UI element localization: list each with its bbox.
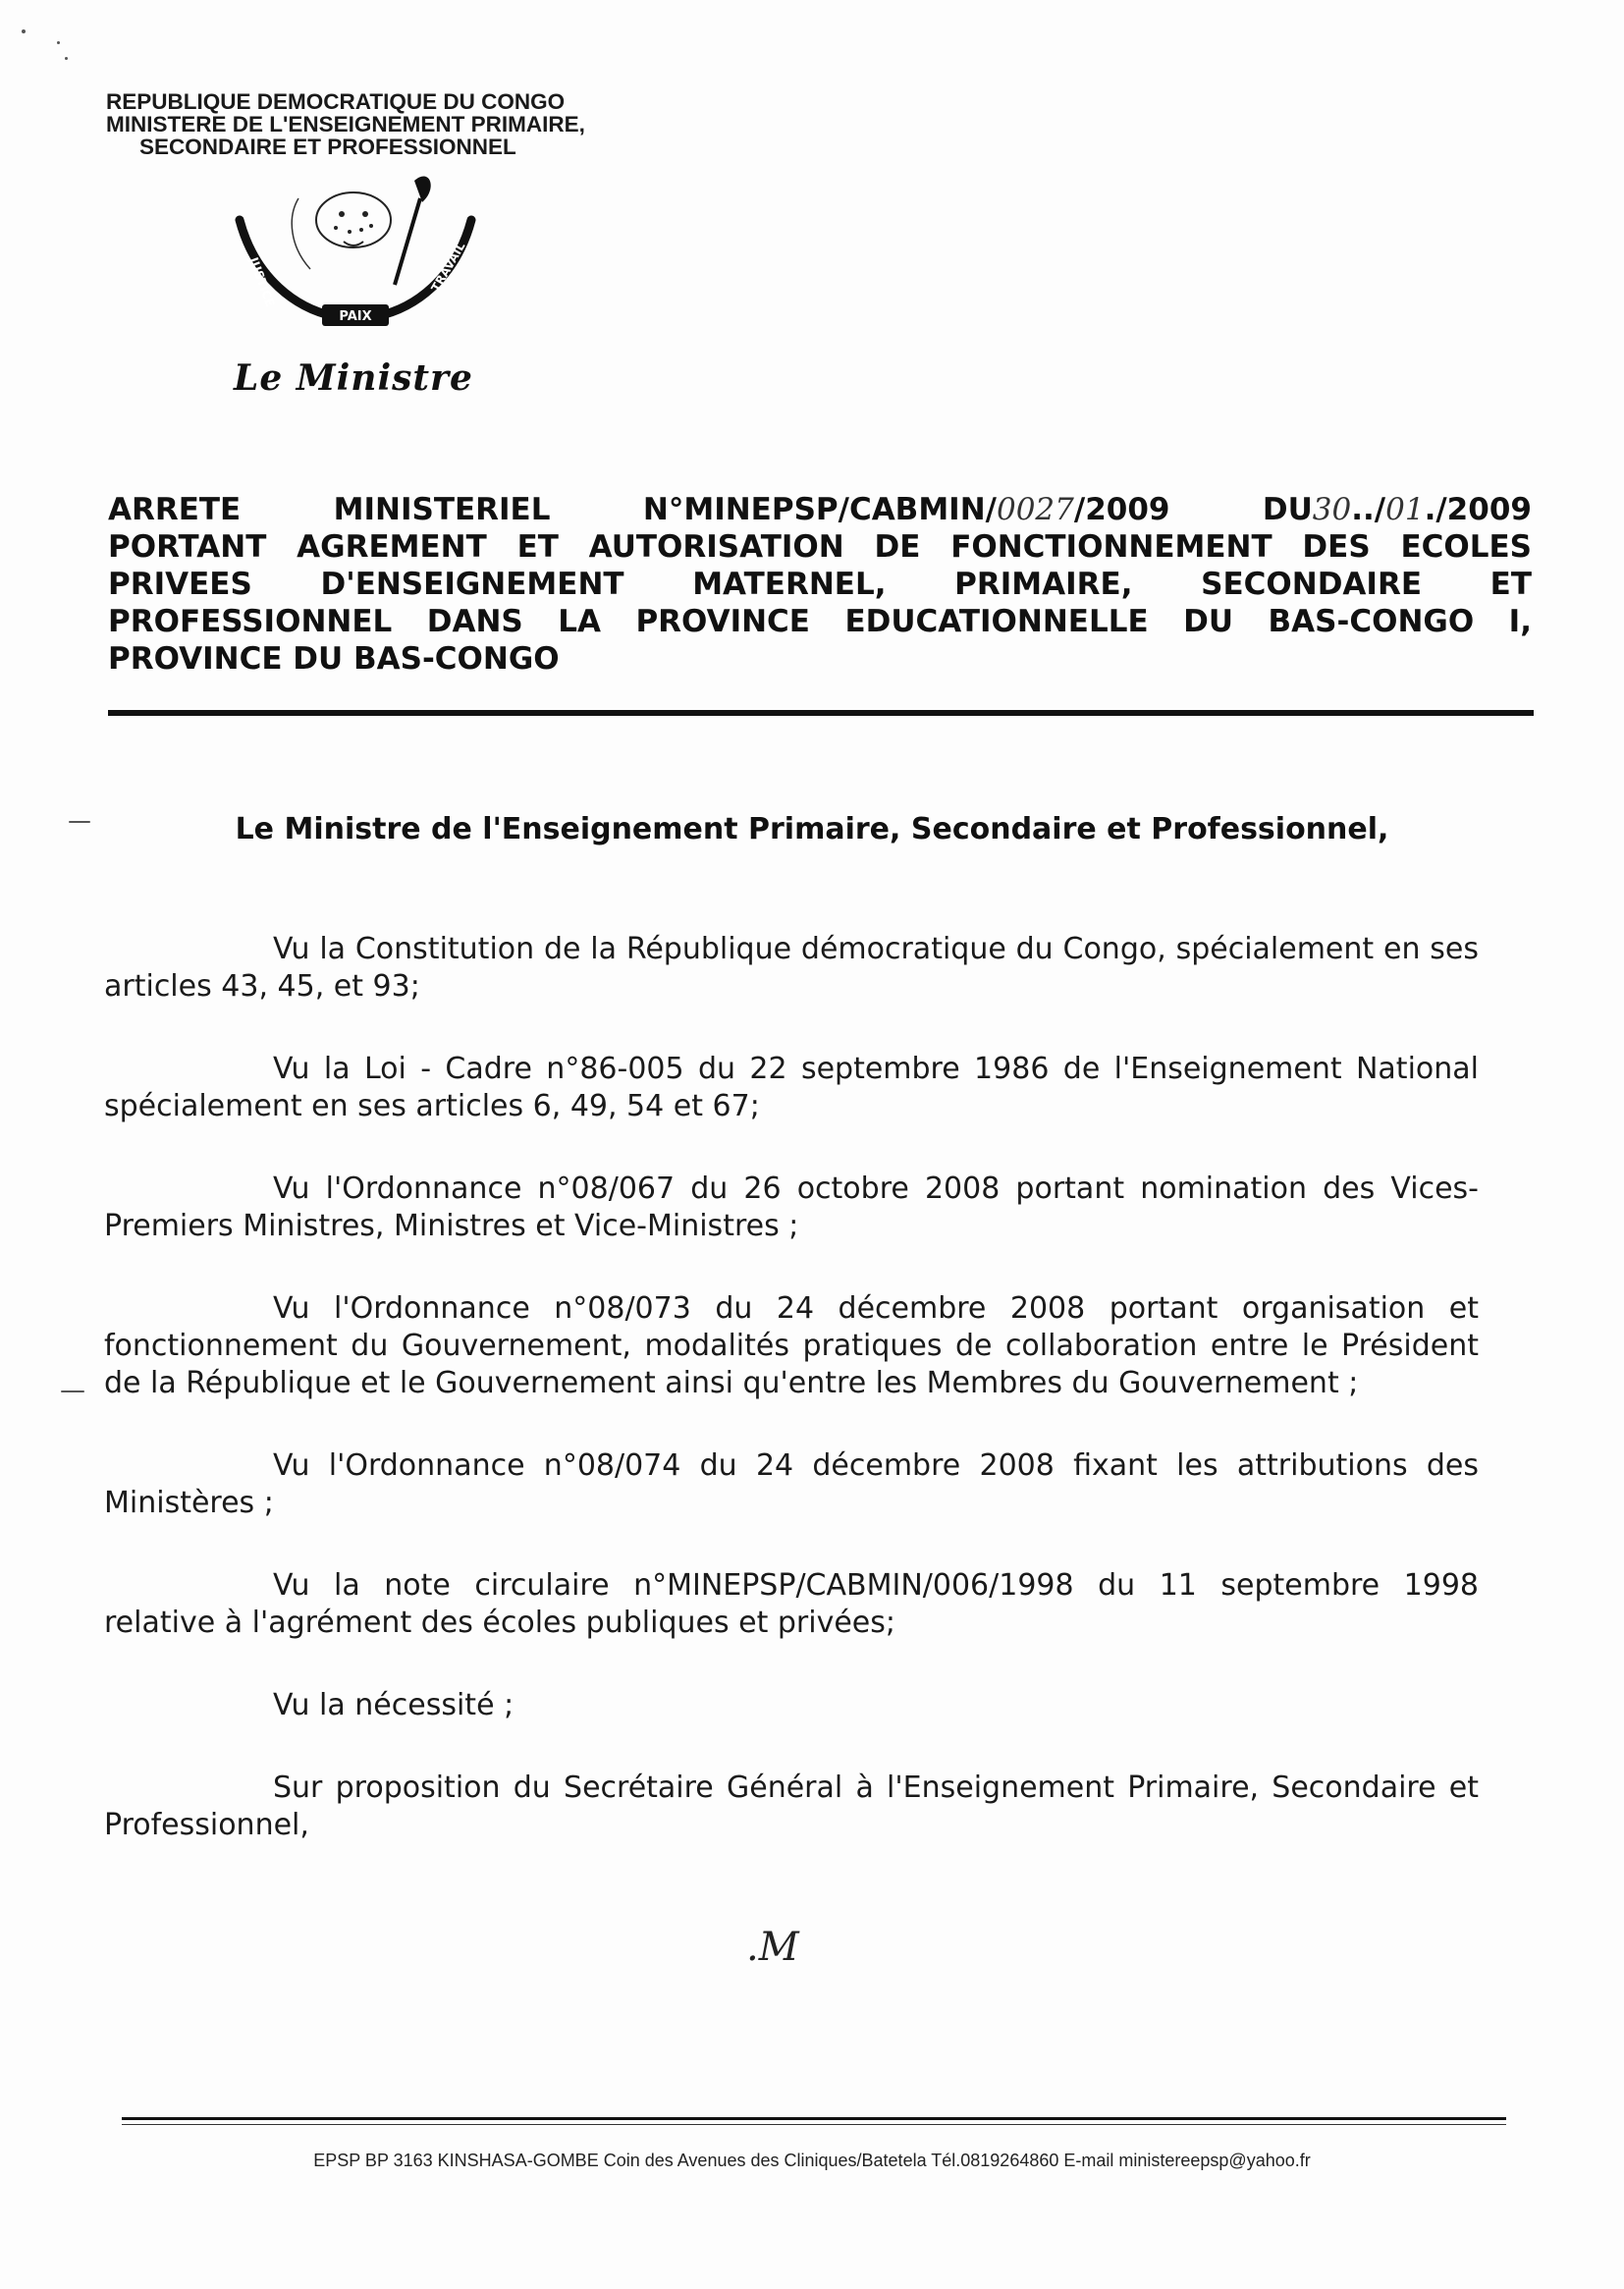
scan-speck xyxy=(22,29,26,33)
emblem-motto-right: TRAVAIL xyxy=(428,240,468,295)
country-name: REPUBLIQUE DEMOCRATIQUE DU CONGO xyxy=(106,89,566,114)
consideration-paragraph: Vu la note circulaire n°MINEPSP/CABMIN/006/1998 du 11 septembre 1998 relative à l'agrément des écoles publiques et privées; xyxy=(104,1568,1479,1640)
considerations-list xyxy=(104,931,1479,1889)
consideration-paragraph: Vu la Constitution de la République démocratique du Congo, spécialement en ses articles 43, 45, et 93; xyxy=(104,932,1479,1004)
consideration-paragraph: Vu la nécessité ; xyxy=(273,1688,514,1722)
minister-title: Le Ministre de l'Enseignement Primaire, Secondaire et Professionnel, xyxy=(235,812,1389,846)
decree-date: DU30../01./2009 xyxy=(1262,492,1532,527)
decree-heading-line2: PORTANT AGREMENT ET AUTORISATION DE FONCTIONNEMENT DES ECOLES xyxy=(108,529,1532,565)
consideration-paragraph: Vu l'Ordonnance n°08/074 du 24 décembre 2008 fixant les attributions des Ministères ; xyxy=(104,1448,1479,1520)
scan-speck xyxy=(61,1390,84,1392)
footer-divider-thin xyxy=(122,2124,1506,2125)
coat-of-arms-emblem xyxy=(228,169,483,346)
decree-heading-line1 xyxy=(108,491,1532,528)
handwritten-decree-number: 0027 xyxy=(996,492,1074,527)
consideration-paragraph: Vu la Loi - Cadre n°86-005 du 22 septembre 1986 de l'Enseignement National spécialement en ses articles 6, 49, 54 et 67; xyxy=(104,1052,1479,1123)
decree-heading-line3: PRIVEES D'ENSEIGNEMENT MATERNEL, PRIMAIRE, SECONDAIRE ET xyxy=(108,567,1532,602)
letterhead xyxy=(106,90,695,158)
consideration-paragraph: Vu l'Ordonnance n°08/073 du 24 décembre 2008 portant organisation et fonctionnement du Gouvernement, modalités pratiques de collaboration entre le Président de la République et le Gouvernement ainsi qu'entre les Membres du Gouvernement ; xyxy=(104,1291,1479,1400)
handwritten-initials: .M xyxy=(746,1925,799,1970)
emblem-motto-center: PAIX xyxy=(339,309,372,324)
heading-divider xyxy=(108,710,1534,716)
scan-speck xyxy=(57,41,60,44)
consideration-paragraph: Sur proposition du Secrétaire Général à l'Enseignement Primaire, Secondaire et Professionnel, xyxy=(104,1771,1479,1842)
decree-heading xyxy=(108,491,1532,678)
decree-heading-line4: PROFESSIONNEL DANS LA PROVINCE EDUCATIONNELLE DU BAS-CONGO I, xyxy=(108,604,1532,639)
emblem-motto-left: JUSTICE xyxy=(246,255,278,309)
consideration-paragraph: Vu l'Ordonnance n°08/067 du 26 octobre 2008 portant nomination des Vices-Premiers Ministres, Ministres et Vice-Ministres ; xyxy=(104,1172,1479,1243)
handwritten-day: 30 xyxy=(1312,492,1352,527)
footer-divider xyxy=(122,2117,1506,2120)
signature-title: Le Ministre xyxy=(234,357,473,399)
footer-address: EPSP BP 3163 KINSHASA-GOMBE Coin des Avenues des Cliniques/Batetela Tél.0819264860 E-mail ministereepsp@yahoo.fr xyxy=(313,2151,1311,2170)
handwritten-month: 01 xyxy=(1385,492,1425,527)
ministry-name-line1: MINISTERE DE L'ENSEIGNEMENT PRIMAIRE, xyxy=(106,112,585,136)
ministry-name-line2: SECONDAIRE ET PROFESSIONNEL xyxy=(139,135,516,159)
scan-speck xyxy=(65,57,68,60)
decree-heading-line5: PROVINCE DU BAS-CONGO xyxy=(108,641,560,677)
decree-word-arrete: ARRETE xyxy=(108,492,242,527)
decree-reference: N°MINEPSP/CABMIN/0027/2009 xyxy=(642,492,1170,527)
decree-word-ministeriel: MINISTERIEL xyxy=(333,492,551,527)
